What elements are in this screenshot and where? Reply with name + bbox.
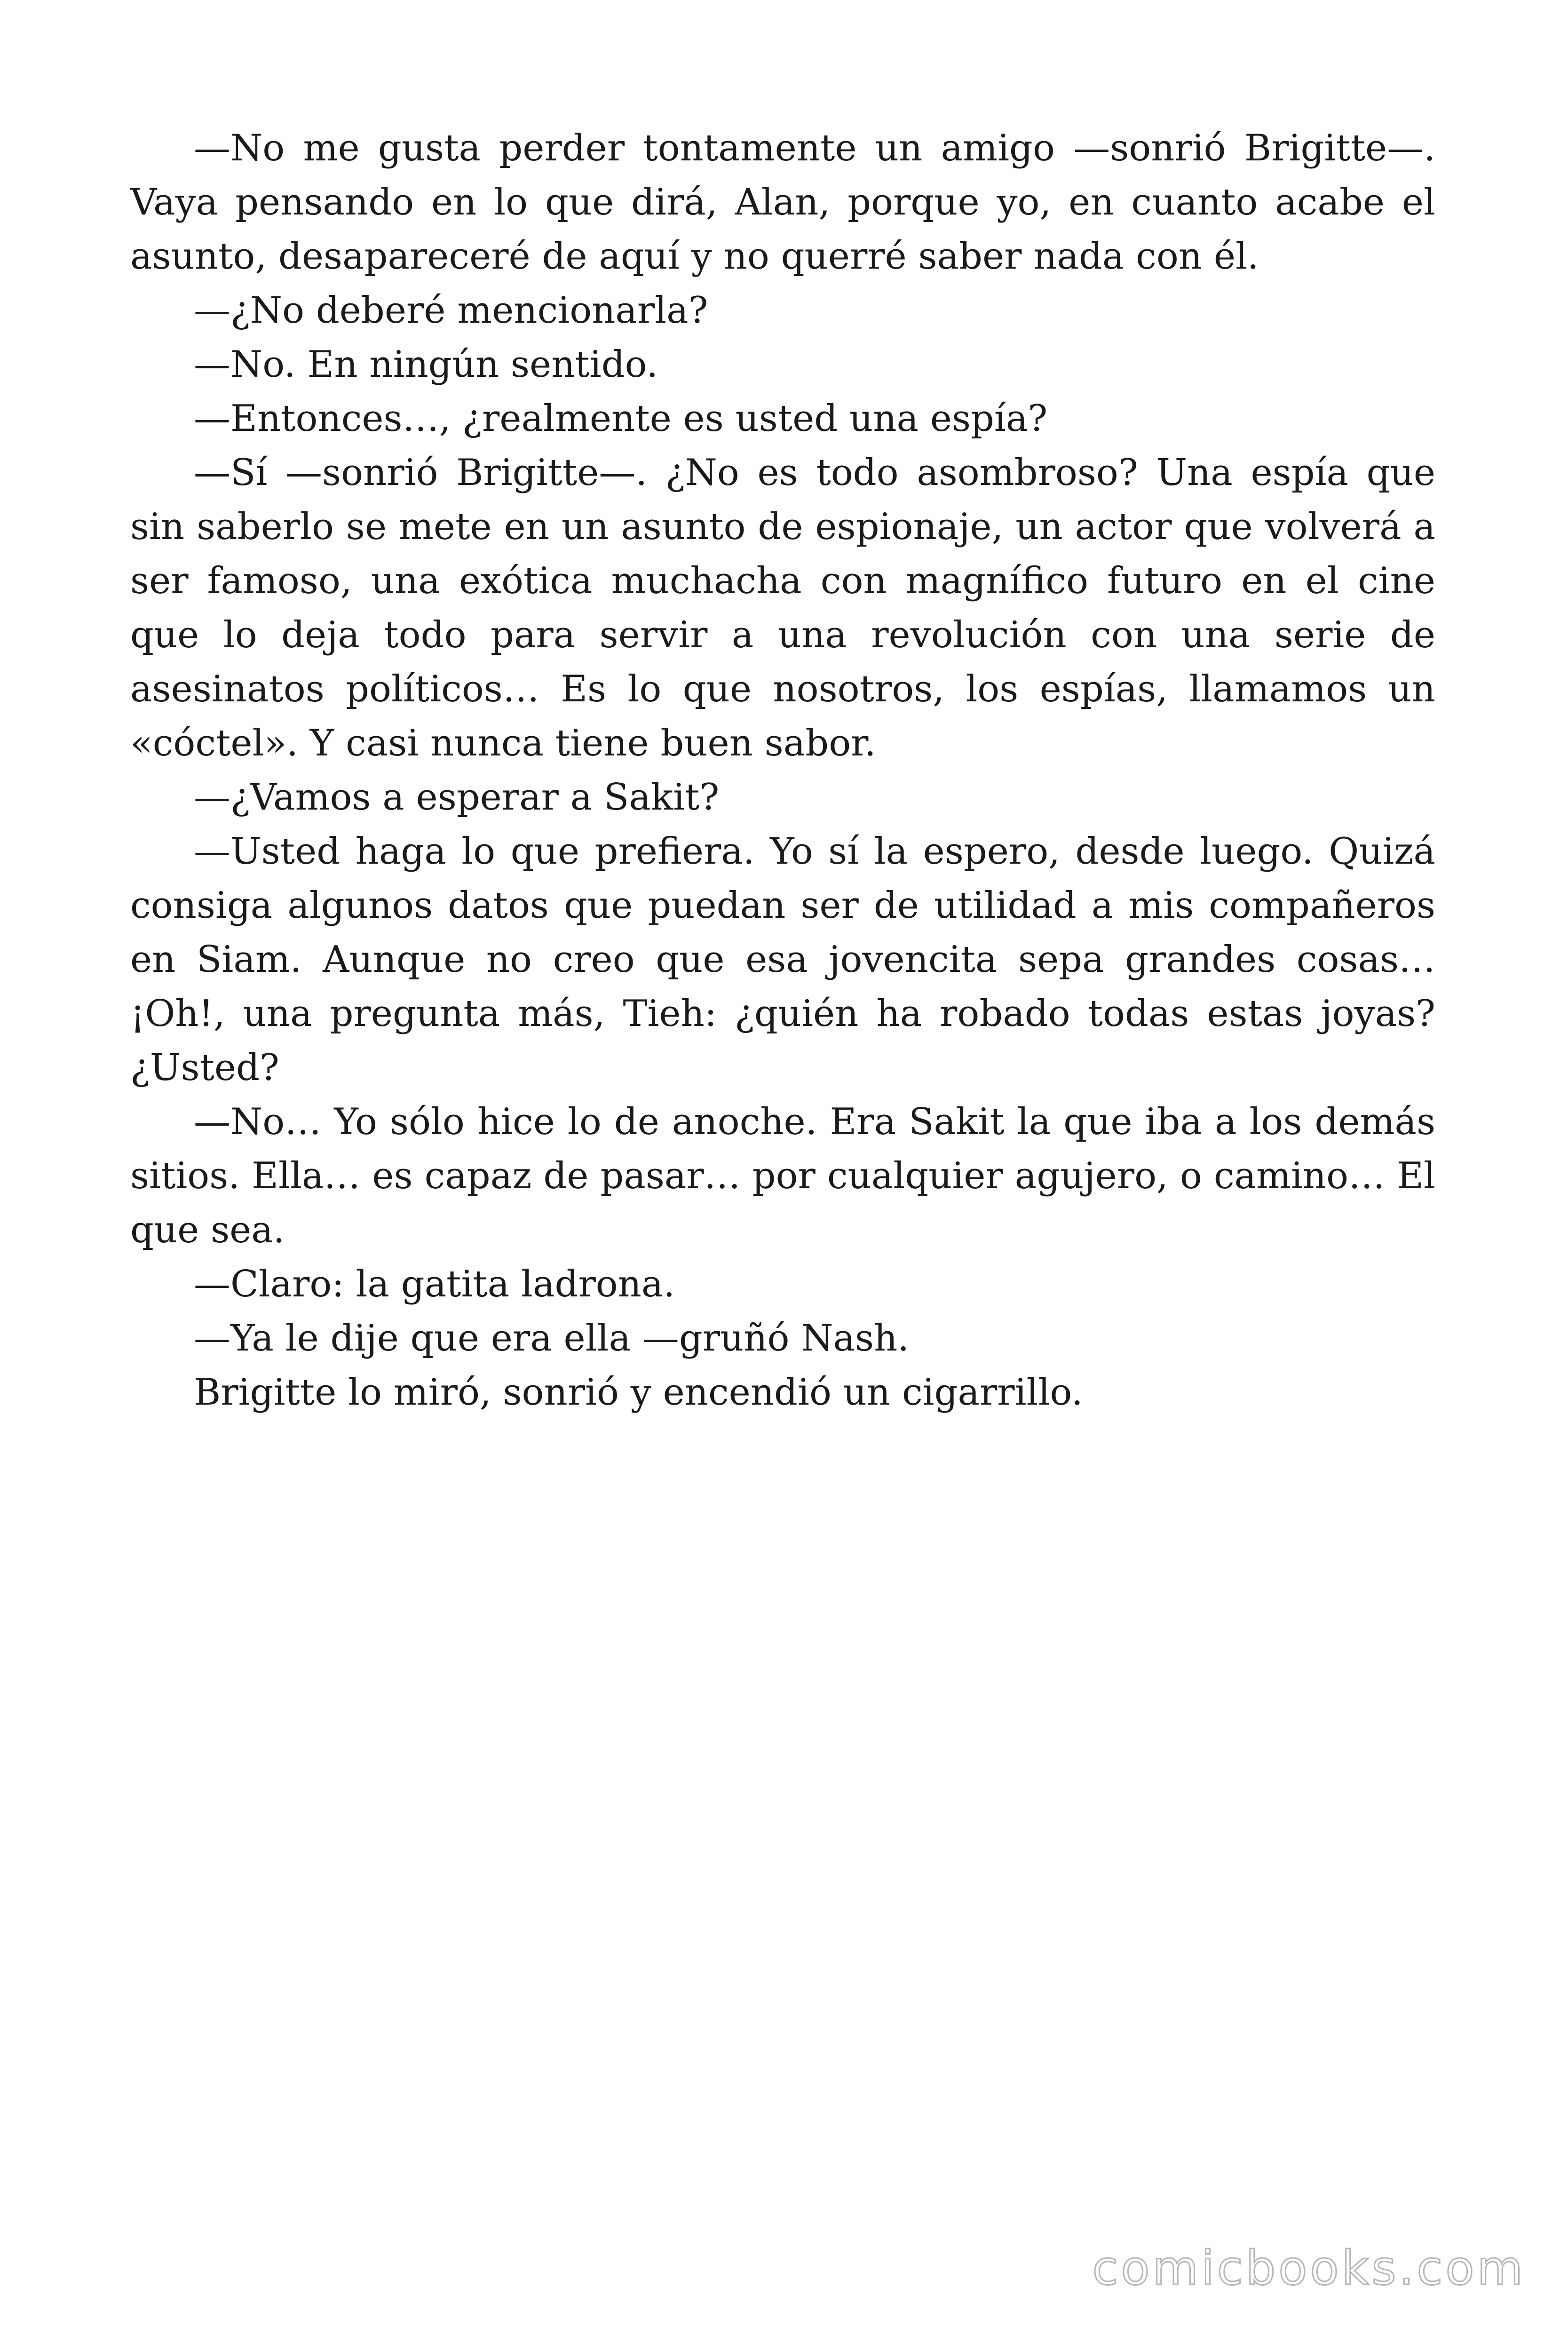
paragraph: —Usted haga lo que prefiera. Yo sí la espero, desde luego. Quizá consiga algunos datos que puedan ser de utilidad a mis compañeros en Siam. Aunque no creo que esa jovencita sepa grandes cosas… ¡Oh!, una pregunta más, Tieh: ¿quién ha robado todas estas joyas? ¿Usted?: [130, 830, 1435, 1089]
paragraph: —Ya le dije que era ella —gruñó Nash.: [194, 1317, 910, 1359]
paragraph: —No… Yo sólo hice lo de anoche. Era Sakit la que iba a los demás sitios. Ella… es capaz de pasar… por cualquier agujero, o camino… El que sea.: [130, 1101, 1435, 1251]
paragraph: —No. En ningún sentido.: [194, 343, 658, 386]
paragraph: Brigitte lo miró, sonrió y encendió un cigarrillo.: [194, 1371, 1083, 1414]
paragraph: —Sí —sonrió Brigitte—. ¿No es todo asombroso? Una espía que sin saberlo se mete en un asunto de espionaje, un actor que volverá a ser famoso, una exótica muchacha con magnífico futuro en el cine que lo deja todo para servir a una revolución con una serie de asesinatos políticos… Es lo que nosotros, los espías, llamamos un «cóctel». Y casi nunca tiene buen sabor.: [130, 452, 1435, 764]
page-text-block: [130, 121, 1435, 1420]
paragraph: —¿Vamos a esperar a Sakit?: [194, 776, 720, 818]
watermark: comicbooks.com: [1092, 2241, 1526, 2296]
paragraph: —No me gusta perder tontamente un amigo —sonrió Brigitte—. Vaya pensando en lo que dirá, Alan, porque yo, en cuanto acabe el asunto, desapareceré de aquí y no querré saber nada con él.: [130, 127, 1435, 278]
paragraph: —Claro: la gatita ladrona.: [194, 1263, 675, 1305]
paragraph: —Entonces…, ¿realmente es usted una espía?: [194, 397, 1048, 440]
paragraph: —¿No deberé mencionarla?: [194, 289, 708, 332]
